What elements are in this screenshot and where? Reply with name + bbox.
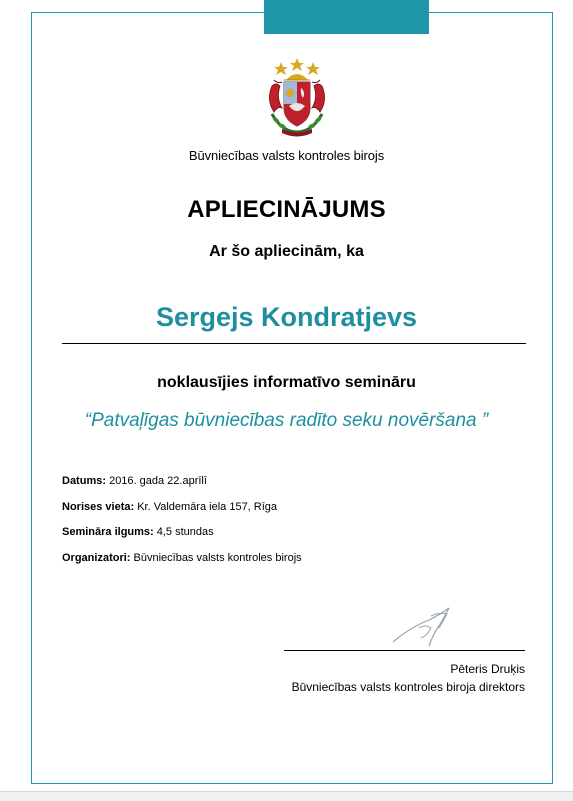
coat-of-arms-icon [262,56,332,138]
organization-name: Būvniecības valsts kontroles birojs [188,148,385,163]
detail-value: 4,5 stundas [153,526,214,538]
detail-value: Kr. Valdemāra iela 157, Rīga [134,500,278,513]
detail-organizers [62,552,302,578]
detail-location [62,501,302,527]
detail-date [62,475,302,501]
signature-line [284,650,525,651]
intro-text: Ar šo apliecinām, ka [209,243,364,260]
seminar-title: “Patvaļīgas būvniecības radīto seku novēršana ” [84,410,489,431]
signer-role: Būvniecības valsts kontroles biroja direktors [291,680,525,694]
top-accent-tab [264,0,429,34]
detail-value: Būvniecības valsts kontroles birojs [130,551,302,564]
detail-label: Organizatori: [62,551,131,564]
detail-label: Norises vieta: [62,500,135,513]
detail-duration [62,526,302,552]
detail-value: 2016. gada 22.aprīlī [106,475,207,487]
certificate-title: APLIECINĀJUMS [187,196,386,223]
attended-text: noklausījies informatīvo semināru [157,374,416,391]
signer-name: Pēteris Druķis [450,662,525,676]
detail-label: Datums: [62,475,107,487]
name-underline [62,343,526,344]
detail-label: Semināra ilgums: [62,526,154,538]
signature-image [385,598,485,650]
details-block [62,475,302,577]
recipient-name: Sergejs Kondratjevs [155,302,418,332]
